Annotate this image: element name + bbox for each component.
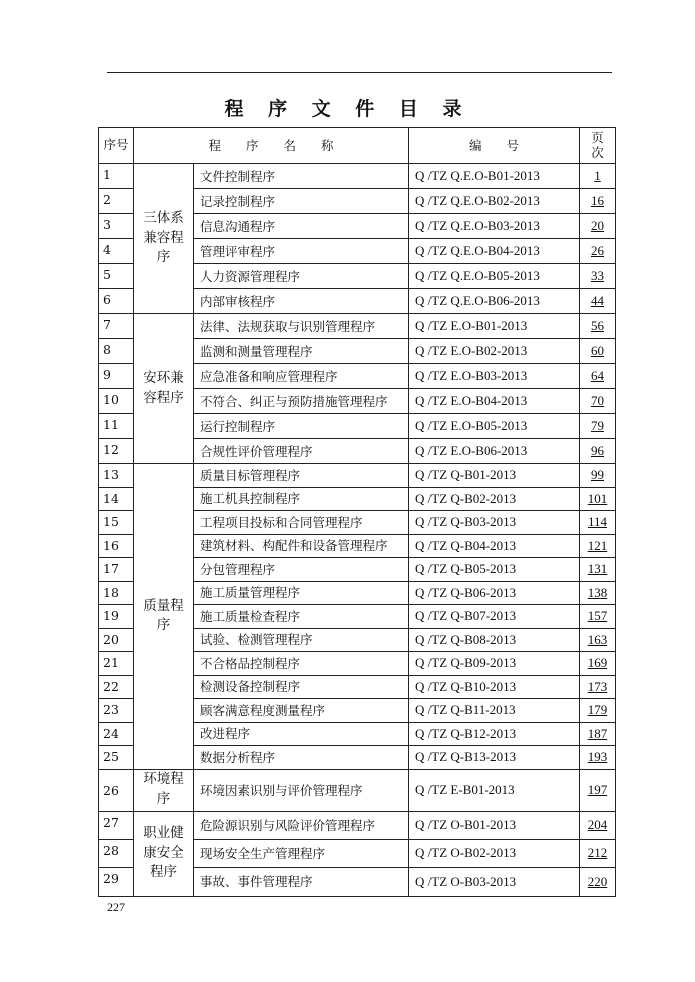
procedure-code: Q /TZ O-B02-2013 (409, 839, 580, 867)
page-number-cell (580, 534, 616, 558)
procedure-code: Q /TZ O-B03-2013 (409, 867, 580, 896)
table-header-row (99, 128, 616, 164)
procedure-name: 内部审核程序 (194, 289, 409, 314)
procedure-code: Q /TZ Q.E.O-B03-2013 (409, 214, 580, 239)
category-cell: 职业健康安全程序 (134, 811, 194, 896)
procedure-name: 事故、事件管理程序 (194, 867, 409, 896)
page-number-cell (580, 811, 616, 839)
page-number-cell (580, 652, 616, 676)
page-link[interactable]: 16 (591, 193, 604, 209)
procedure-code: Q /TZ Q.E.O-B02-2013 (409, 189, 580, 214)
page-number-cell (580, 581, 616, 605)
procedure-code: Q /TZ Q.E.O-B01-2013 (409, 164, 580, 189)
procedure-code: Q /TZ Q-B01-2013 (409, 464, 580, 488)
procedure-name: 施工质量管理程序 (194, 581, 409, 605)
page-link[interactable]: 96 (591, 443, 604, 459)
procedure-name: 人力资源管理程序 (194, 264, 409, 289)
page-number-cell (580, 839, 616, 867)
page-number-cell (580, 867, 616, 896)
row-number: 25 (99, 746, 134, 770)
page-link[interactable]: 33 (591, 268, 604, 284)
row-number: 20 (99, 628, 134, 652)
row-number: 2 (99, 189, 134, 214)
procedure-code: Q /TZ E.O-B06-2013 (409, 439, 580, 464)
procedure-code: Q /TZ Q-B02-2013 (409, 487, 580, 511)
page-number-cell (580, 722, 616, 746)
page-number-cell (580, 699, 616, 723)
page-number-cell (580, 605, 616, 629)
row-number: 27 (99, 811, 134, 839)
page-link[interactable]: 173 (587, 678, 608, 694)
page-link[interactable]: 101 (587, 490, 608, 506)
row-number: 3 (99, 214, 134, 239)
page-link[interactable]: 187 (587, 725, 608, 741)
procedure-name: 质量目标管理程序 (194, 464, 409, 488)
page-link[interactable]: 60 (591, 343, 604, 359)
procedure-code: Q /TZ Q-B04-2013 (409, 534, 580, 558)
procedure-code: Q /TZ E.O-B03-2013 (409, 364, 580, 389)
page-link[interactable]: 131 (587, 561, 608, 577)
row-number: 14 (99, 487, 134, 511)
procedure-name: 应急准备和响应管理程序 (194, 364, 409, 389)
procedure-name: 不合格品控制程序 (194, 652, 409, 676)
procedure-name: 试验、检测管理程序 (194, 628, 409, 652)
procedure-name: 法律、法规获取与识别管理程序 (194, 314, 409, 339)
table-row (99, 464, 616, 488)
page-number-cell (580, 214, 616, 239)
procedure-name: 现场安全生产管理程序 (194, 839, 409, 867)
table-row (99, 314, 616, 339)
page-link[interactable]: 20 (591, 218, 604, 234)
procedure-name: 建筑材料、构配件和设备管理程序 (194, 534, 409, 558)
page-number-cell (580, 746, 616, 770)
row-number: 12 (99, 439, 134, 464)
page-number-cell (580, 769, 616, 811)
page-link[interactable]: 212 (587, 845, 608, 861)
procedure-name: 文件控制程序 (194, 164, 409, 189)
procedure-code: Q /TZ Q-B03-2013 (409, 511, 580, 535)
procedure-name: 施工质量检查程序 (194, 605, 409, 629)
procedure-code: Q /TZ Q-B05-2013 (409, 558, 580, 582)
row-number: 11 (99, 414, 134, 439)
row-number: 26 (99, 769, 134, 811)
category-cell: 质量程序 (134, 464, 194, 770)
procedure-code: Q /TZ O-B01-2013 (409, 811, 580, 839)
row-number: 6 (99, 289, 134, 314)
procedure-name: 顾客满意程度测量程序 (194, 699, 409, 723)
row-number: 4 (99, 239, 134, 264)
category-cell: 三体系兼容程序 (134, 164, 194, 314)
page-link[interactable]: 197 (587, 782, 608, 798)
procedure-code: Q /TZ E.O-B01-2013 (409, 314, 580, 339)
page-number: 227 (107, 900, 125, 914)
procedure-name: 运行控制程序 (194, 414, 409, 439)
row-number: 10 (99, 389, 134, 414)
table-row (99, 811, 616, 839)
procedure-code: Q /TZ E.O-B04-2013 (409, 389, 580, 414)
page-link[interactable]: 169 (587, 655, 608, 671)
procedure-name: 危险源识别与风险评价管理程序 (194, 811, 409, 839)
page-link[interactable]: 138 (587, 584, 608, 600)
row-number: 17 (99, 558, 134, 582)
page-number-cell (580, 289, 616, 314)
procedure-code: Q /TZ Q-B06-2013 (409, 581, 580, 605)
procedure-code: Q /TZ Q-B13-2013 (409, 746, 580, 770)
row-number: 18 (99, 581, 134, 605)
page-number-cell (580, 189, 616, 214)
row-number: 5 (99, 264, 134, 289)
procedure-name: 施工机具控制程序 (194, 487, 409, 511)
table-row (99, 769, 616, 811)
page-number-cell (580, 487, 616, 511)
row-number: 23 (99, 699, 134, 723)
procedure-name: 分包管理程序 (194, 558, 409, 582)
page-number-cell (580, 511, 616, 535)
procedure-name: 合规性评价管理程序 (194, 439, 409, 464)
row-number: 22 (99, 675, 134, 699)
procedure-code: Q /TZ Q.E.O-B05-2013 (409, 264, 580, 289)
page-link[interactable]: 99 (591, 467, 604, 483)
page-number-cell (580, 439, 616, 464)
procedure-name: 环境因素识别与评价管理程序 (194, 769, 409, 811)
page-link[interactable]: 70 (591, 393, 604, 409)
table-row (99, 164, 616, 189)
page-title: 程 序 文 件 目 录 (224, 98, 471, 120)
header-page: 页次 (580, 128, 616, 164)
page-number-cell (580, 414, 616, 439)
procedure-code: Q /TZ E.O-B05-2013 (409, 414, 580, 439)
page-number-cell (580, 628, 616, 652)
page-number-cell (580, 264, 616, 289)
procedure-name: 工程项目投标和合同管理程序 (194, 511, 409, 535)
procedure-index-table (98, 127, 616, 897)
page-link[interactable]: 26 (591, 243, 604, 259)
procedure-code: Q /TZ Q-B07-2013 (409, 605, 580, 629)
row-number: 16 (99, 534, 134, 558)
procedure-code: Q /TZ Q.E.O-B06-2013 (409, 289, 580, 314)
procedure-name: 检测设备控制程序 (194, 675, 409, 699)
page-link[interactable]: 56 (591, 318, 604, 334)
procedure-name: 数据分析程序 (194, 746, 409, 770)
procedure-code: Q /TZ E-B01-2013 (409, 769, 580, 811)
page-number-cell (580, 558, 616, 582)
page-number-cell (580, 239, 616, 264)
procedure-code: Q /TZ Q-B10-2013 (409, 675, 580, 699)
row-number: 9 (99, 364, 134, 389)
page-link[interactable]: 179 (587, 702, 608, 718)
page-number-cell (580, 364, 616, 389)
page-link[interactable]: 44 (591, 293, 604, 309)
page-number-cell (580, 675, 616, 699)
row-number: 7 (99, 314, 134, 339)
page-number-cell (580, 464, 616, 488)
row-number: 1 (99, 164, 134, 189)
procedure-name: 监测和测量管理程序 (194, 339, 409, 364)
procedure-name: 不符合、纠正与预防措施管理程序 (194, 389, 409, 414)
header-rule (107, 72, 612, 73)
page-link[interactable]: 157 (587, 608, 608, 624)
page-number-cell (580, 314, 616, 339)
procedure-code: Q /TZ Q-B12-2013 (409, 722, 580, 746)
category-cell: 安环兼容程序 (134, 314, 194, 464)
page-link[interactable]: 1 (594, 168, 601, 184)
page-number-cell (580, 389, 616, 414)
header-seq: 序号 (99, 128, 134, 164)
page-link[interactable]: 163 (587, 631, 608, 647)
row-number: 13 (99, 464, 134, 488)
procedure-code: Q /TZ Q-B08-2013 (409, 628, 580, 652)
header-name: 程 序 名 称 (134, 128, 409, 164)
procedure-code: Q /TZ Q-B11-2013 (409, 699, 580, 723)
page-link[interactable]: 193 (587, 749, 608, 765)
procedure-code: Q /TZ E.O-B02-2013 (409, 339, 580, 364)
page-link[interactable]: 121 (587, 537, 608, 553)
procedure-name: 信息沟通程序 (194, 214, 409, 239)
category-cell: 环境程序 (134, 769, 194, 811)
page-link[interactable]: 64 (591, 368, 604, 384)
row-number: 21 (99, 652, 134, 676)
row-number: 29 (99, 867, 134, 896)
page-link[interactable]: 220 (587, 873, 608, 889)
row-number: 15 (99, 511, 134, 535)
procedure-name: 管理评审程序 (194, 239, 409, 264)
row-number: 28 (99, 839, 134, 867)
procedure-code: Q /TZ Q.E.O-B04-2013 (409, 239, 580, 264)
page-link[interactable]: 79 (591, 418, 604, 434)
procedure-name: 记录控制程序 (194, 189, 409, 214)
page-number-cell (580, 339, 616, 364)
procedure-code: Q /TZ Q-B09-2013 (409, 652, 580, 676)
page-link[interactable]: 114 (587, 514, 608, 530)
row-number: 8 (99, 339, 134, 364)
row-number: 24 (99, 722, 134, 746)
procedure-name: 改进程序 (194, 722, 409, 746)
page-link[interactable]: 204 (587, 817, 608, 833)
row-number: 19 (99, 605, 134, 629)
page-number-cell (580, 164, 616, 189)
header-code: 编 号 (409, 128, 580, 164)
